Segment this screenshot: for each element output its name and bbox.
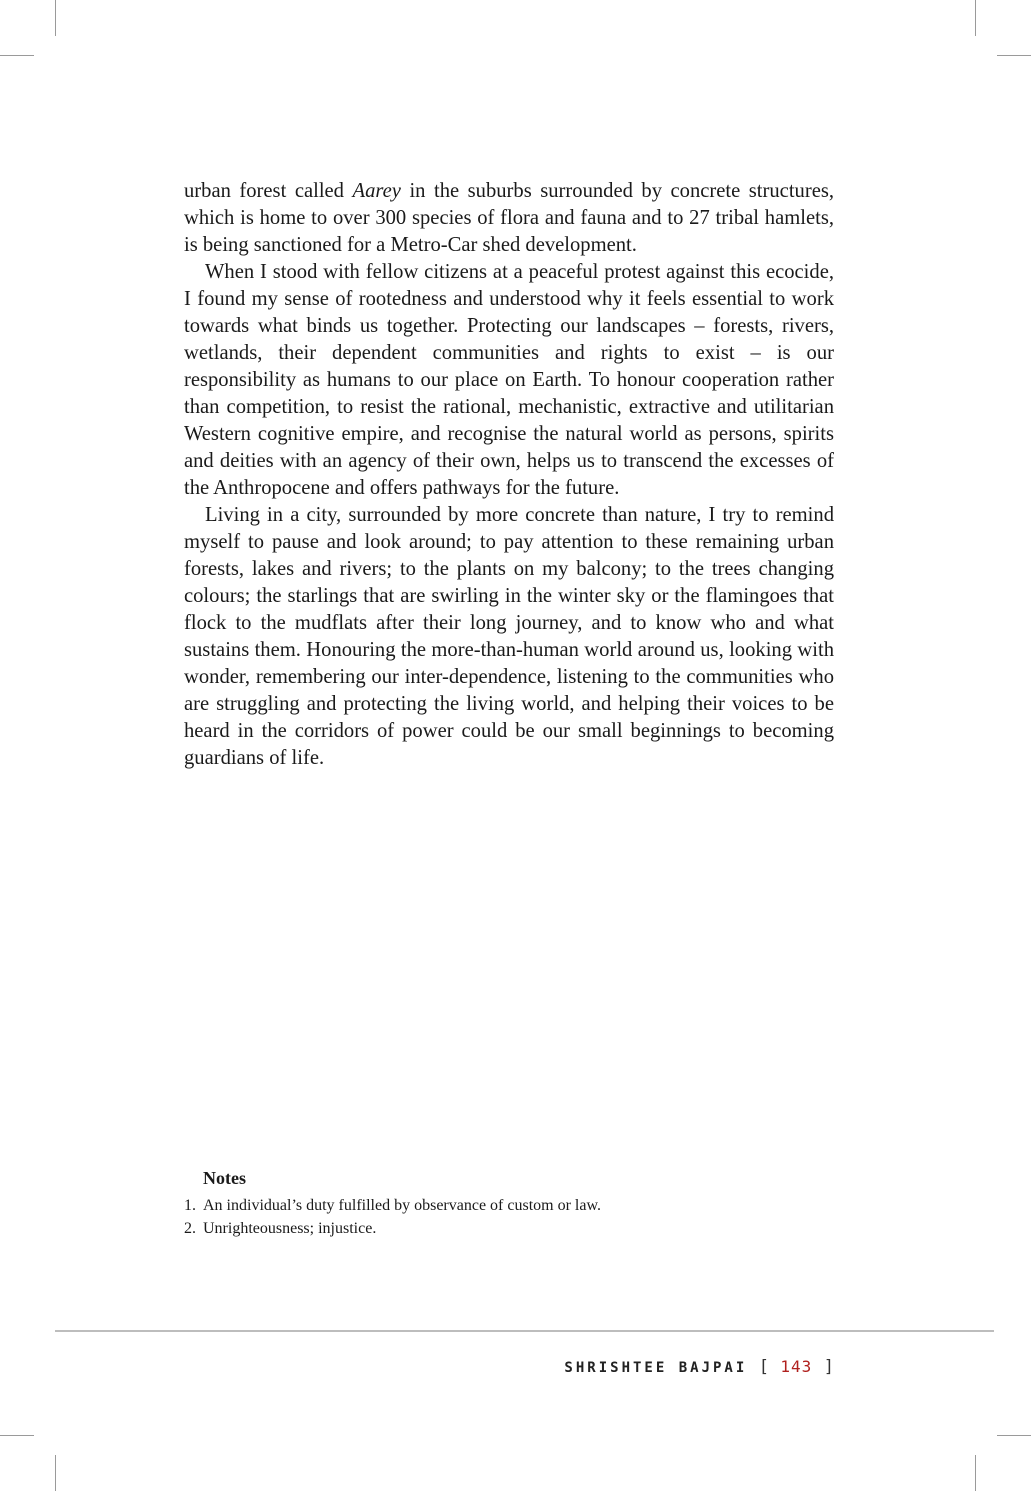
note-text: Unrighteousness; injustice. [203, 1220, 377, 1237]
notes-title: Notes [203, 1168, 246, 1188]
paragraph-2: When I stood with fellow citizens at a peaceful protest against this ecocide, I found my sense of rootedness and understood why it feels essential to work towards what binds us together. Protecting our landscapes – forests, rivers, wetlands, their dependent communities and rights to exist – is our responsibility as humans to our place on Earth. To honour cooperation rather than competition, to resist the rational, mechanistic, extractive and utilitarian Western cognitive empire, and recognise the natural world as persons, spirits and deities with an agency of their own, helps us to transcend the excesses of the Anthropocene and offers pathways for the future. [184, 261, 834, 499]
note-number: 2. [184, 1220, 196, 1237]
footer-bracket-close: ] [823, 1357, 834, 1377]
paragraph-1-italic: Aarey [352, 180, 401, 202]
footer-bracket-open: [ [758, 1357, 769, 1377]
body-text [184, 178, 834, 772]
footer-rule [55, 1330, 994, 1332]
crop-mark-bottom-right-horizontal [997, 1435, 1031, 1436]
notes-list [184, 1194, 834, 1240]
note-number: 1. [184, 1197, 196, 1214]
running-footer [564, 1357, 834, 1377]
crop-mark-top-left-horizontal [0, 55, 34, 56]
paragraph-3: Living in a city, surrounded by more concrete than nature, I try to remind myself to pause and look around; to pay attention to these remaining urban forests, lakes and rivers; to the plants on my balcony; to the trees changing colours; the starlings that are swirling in the winter sky or the flamingoes that flock to the mudflats after their long journey, and to know who and what sustains them. Honouring the more-than-human world around us, looking with wonder, remembering our inter-dependence, listening to the communities who are struggling and protecting the living world, and helping their voices to be heard in the corridors of power could be our small beginnings to becoming guardians of life. [184, 504, 834, 769]
notes-section [184, 1166, 834, 1240]
note-item [184, 1194, 834, 1217]
crop-mark-bottom-right-vertical [975, 1455, 976, 1491]
crop-mark-bottom-left-vertical [55, 1455, 56, 1491]
note-item [184, 1217, 834, 1240]
crop-mark-top-right-vertical [975, 0, 976, 36]
crop-mark-top-left-vertical [55, 0, 56, 36]
footer-author: SHRISHTEE BAJPAI [564, 1360, 748, 1376]
crop-mark-top-right-horizontal [997, 55, 1031, 56]
note-text: An individual’s duty fulfilled by observance of custom or law. [203, 1197, 601, 1214]
page-number: 143 [780, 1357, 813, 1376]
paragraph-1-before: urban forest called [184, 180, 353, 202]
paragraph-1-after: in the suburbs surrounded by concrete structures, which is home to over 300 species of flora and fauna and to 27 tribal hamlets, is being sanctioned for a Metro-Car shed development. [184, 180, 834, 256]
paragraph-1 [184, 178, 834, 259]
crop-mark-bottom-left-horizontal [0, 1435, 34, 1436]
